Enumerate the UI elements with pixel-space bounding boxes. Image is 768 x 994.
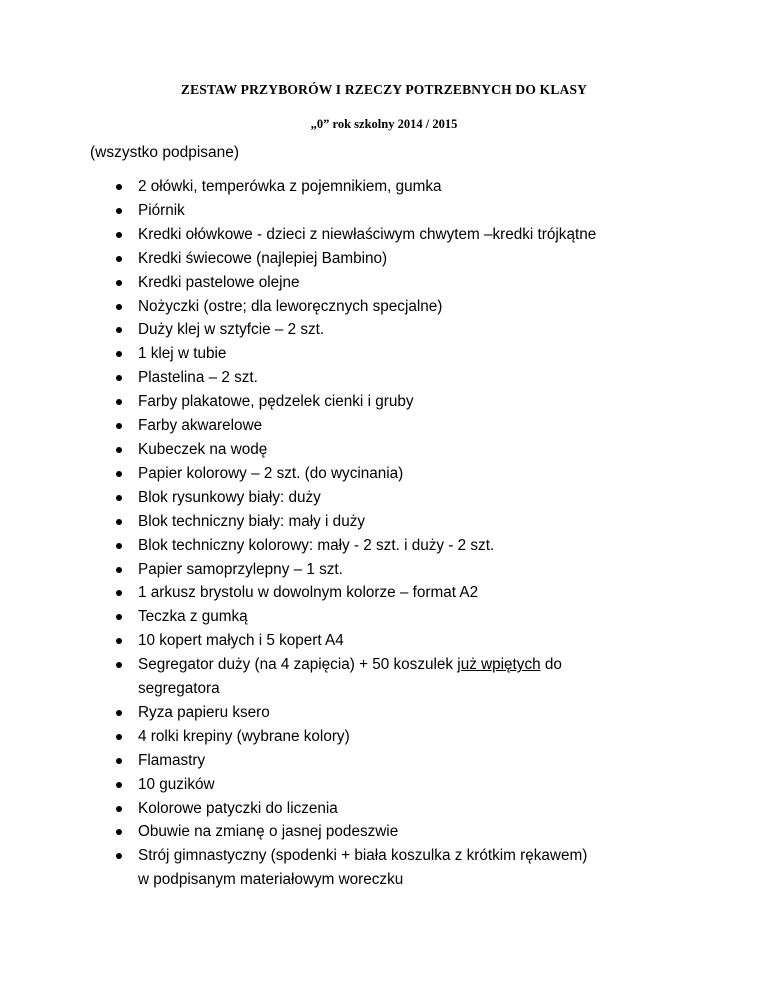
bullet-icon [116, 829, 122, 835]
list-item [0, 797, 768, 821]
list-item [0, 318, 768, 342]
bullet-icon [116, 232, 122, 238]
list-item-text: 10 kopert małych i 5 kopert A4 [138, 632, 344, 650]
list-item [0, 820, 768, 844]
document-subtitle: „0” rok szkolny 2014 / 2015 [310, 117, 458, 131]
list-item-continuation: w podpisanym materiałowym woreczku [138, 871, 404, 889]
list-item-text: Blok techniczny biały: mały i duży [138, 512, 365, 530]
supply-list [0, 175, 768, 892]
list-item [0, 366, 768, 390]
list-item-text: 4 rolki krepiny (wybrane kolory) [138, 727, 350, 745]
bullet-icon [116, 614, 122, 620]
bullet-icon [116, 806, 122, 812]
bullet-icon [116, 710, 122, 716]
list-item-text: 1 klej w tubie [138, 345, 227, 363]
bullet-icon [116, 184, 122, 190]
list-item-text: 10 guzików [138, 775, 215, 793]
bullet-icon [116, 567, 122, 573]
list-item-text: Plastelina – 2 szt. [138, 369, 258, 387]
list-item-text: Strój gimnastyczny (spodenki + biała koszulka z krótkim rękawem) [138, 847, 588, 865]
list-item-text: Kubeczek na wodę [138, 440, 268, 458]
list-item-underlined-text: już wpiętych [457, 656, 541, 674]
bullet-icon [116, 782, 122, 788]
list-item-text: Kolorowe patyczki do liczenia [138, 799, 338, 817]
list-item [0, 558, 768, 582]
list-item [0, 725, 768, 749]
bullet-icon [116, 375, 122, 381]
list-item-text: 1 arkusz brystolu w dowolnym kolorze – format A2 [138, 584, 479, 602]
list-item [0, 438, 768, 462]
list-item-text: Piórnik [138, 201, 185, 219]
list-item [0, 629, 768, 653]
bullet-icon [116, 543, 122, 549]
list-item-text: Blok techniczny kolorowy: mały - 2 szt. i duży - 2 szt. [138, 536, 495, 554]
list-item-text-after: do [540, 656, 562, 674]
list-item [0, 653, 768, 701]
list-item-text: Segregator duży (na 4 zapięcia) + 50 koszulek [138, 656, 458, 674]
list-item-text: Farby akwarelowe [138, 417, 263, 435]
list-item-text: Flamastry [138, 751, 206, 769]
list-item-text: Kredki pastelowe olejne [138, 273, 300, 291]
list-item-text: Teczka z gumką [138, 608, 248, 626]
list-item [0, 773, 768, 797]
list-item-text: Papier kolorowy – 2 szt. (do wycinania) [138, 464, 404, 482]
bullet-icon [116, 304, 122, 310]
list-item [0, 199, 768, 223]
list-item-text: Blok rysunkowy biały: duży [138, 488, 321, 506]
list-item-continuation: segregatora [138, 680, 220, 698]
list-item [0, 605, 768, 629]
bullet-icon [116, 853, 122, 859]
list-item [0, 486, 768, 510]
list-item [0, 414, 768, 438]
list-item [0, 390, 768, 414]
bullet-icon [116, 256, 122, 262]
list-item [0, 342, 768, 366]
list-item-text: Farby plakatowe, pędzelek cienki i gruby [138, 393, 414, 411]
list-item [0, 223, 768, 247]
list-item-text: 2 ołówki, temperówka z pojemnikiem, gumka [138, 178, 442, 195]
bullet-icon [116, 471, 122, 477]
list-item-text: Ryza papieru ksero [138, 703, 270, 721]
list-item-text: Nożyczki (ostre; dla leworęcznych specjalne) [138, 297, 443, 315]
list-item [0, 295, 768, 319]
bullet-icon [116, 351, 122, 357]
list-item [0, 271, 768, 295]
list-item [0, 701, 768, 725]
list-item [0, 175, 768, 199]
bullet-icon [116, 662, 122, 668]
list-item [0, 844, 768, 892]
list-item-text: Kredki ołówkowe - dzieci z niewłaściwym chwytem –kredki trójkątne [138, 225, 597, 243]
list-item-text: Papier samoprzylepny – 1 szt. [138, 560, 343, 578]
list-item [0, 462, 768, 486]
list-item [0, 581, 768, 605]
bullet-icon [116, 519, 122, 525]
list-item [0, 749, 768, 773]
bullet-icon [116, 495, 122, 501]
list-item-text: Duży klej w sztyfcie – 2 szt. [138, 321, 325, 339]
bullet-icon [116, 327, 122, 333]
list-item [0, 247, 768, 271]
bullet-icon [116, 734, 122, 740]
bullet-icon [116, 399, 122, 405]
document-note: (wszystko podpisane) [90, 144, 240, 161]
bullet-icon [116, 208, 122, 214]
bullet-icon [116, 280, 122, 286]
list-item [0, 510, 768, 534]
bullet-icon [116, 758, 122, 764]
bullet-icon [116, 447, 122, 453]
bullet-icon [116, 423, 122, 429]
document-title: ZESTAW PRZYBORÓW I RZECZY POTRZEBNYCH DO KLASY [180, 82, 588, 97]
list-item-text: Kredki świecowe (najlepiej Bambino) [138, 249, 388, 267]
bullet-icon [116, 590, 122, 596]
bullet-icon [116, 638, 122, 644]
list-item [0, 534, 768, 558]
list-item-text: Obuwie na zmianę o jasnej podeszwie [138, 823, 399, 841]
